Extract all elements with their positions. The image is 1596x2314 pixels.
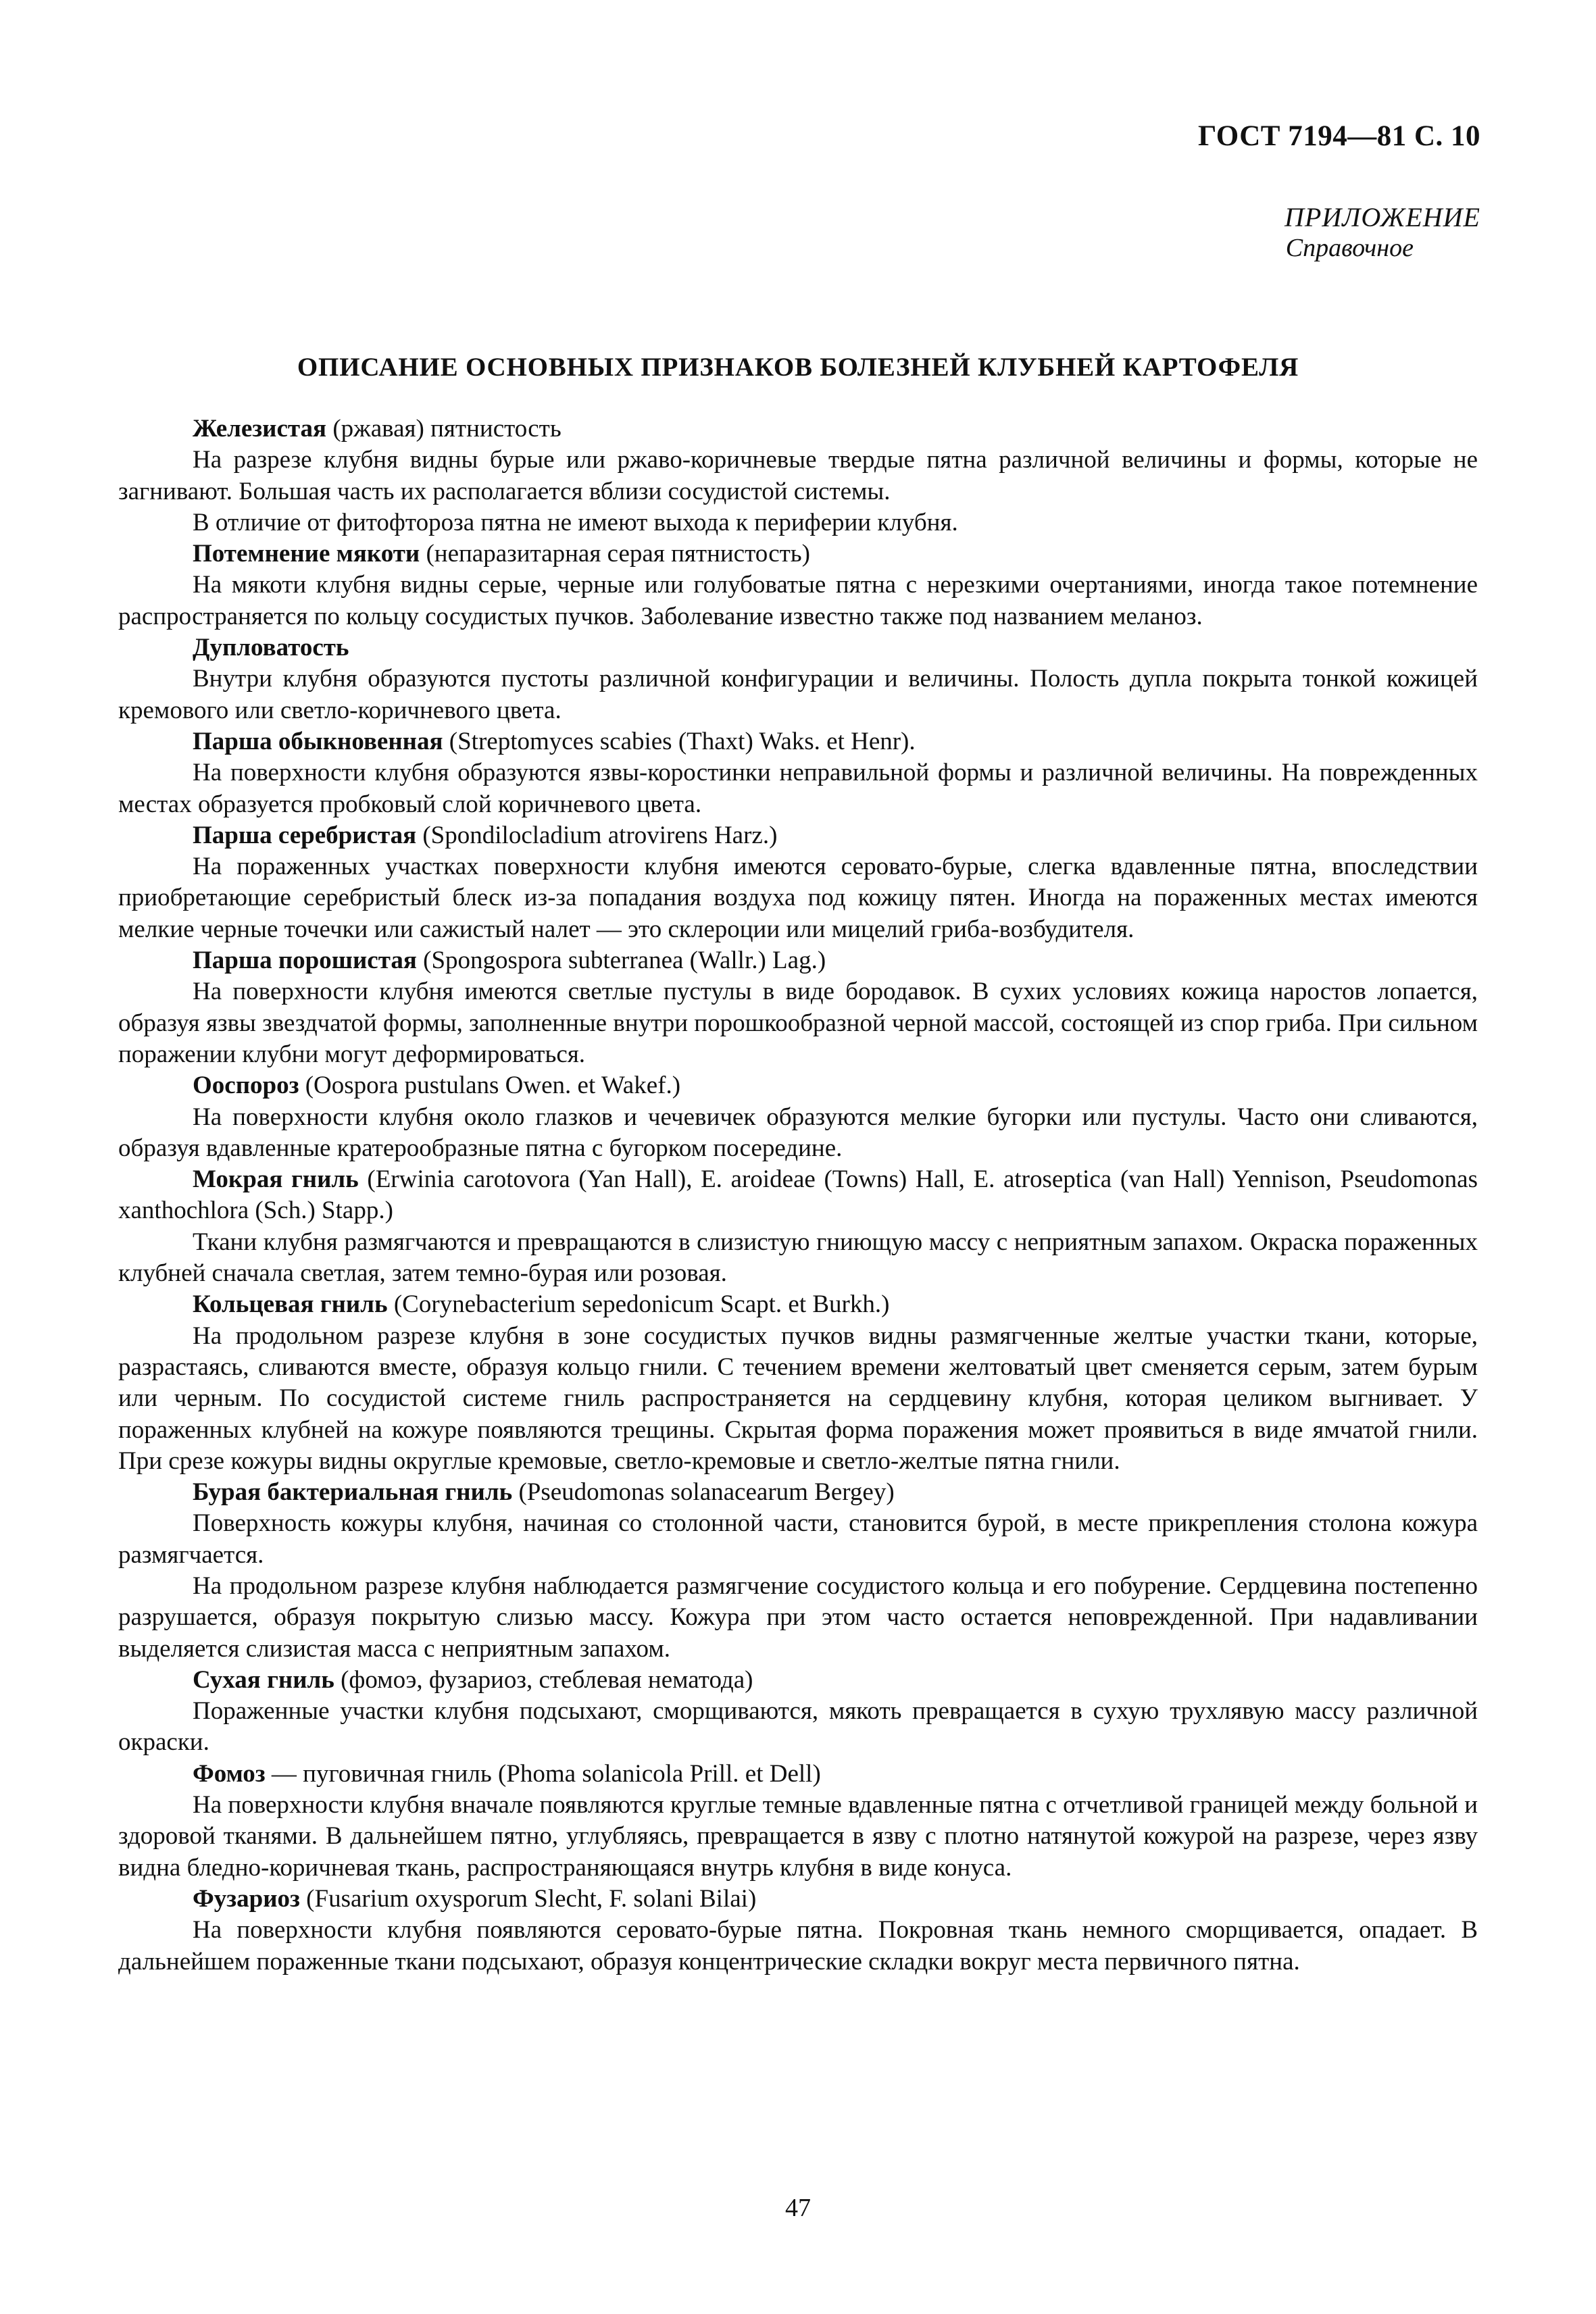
- paragraph: [118, 1070, 1478, 1101]
- paragraph-text: (Erwinia carotovora (Yan Hall), E. aroideae (Towns) Hall, E. atroseptica (van Hall) Yennison, Pseudomonas xanthochlora (Sch.) Stapp.): [118, 1165, 1478, 1225]
- paragraph: [118, 413, 1478, 445]
- paragraph-heading: Потемнение мякоти: [193, 540, 420, 568]
- paragraph-heading: Фузариоз: [193, 1884, 300, 1913]
- paragraph: [118, 1696, 1478, 1759]
- paragraph: [118, 1759, 1478, 1790]
- paragraph-heading: Дупловатость: [193, 634, 349, 662]
- page-number: 47: [785, 2194, 811, 2222]
- paragraph-heading: Железистая: [193, 415, 327, 443]
- paragraph-text: Пораженные участки клубня подсыхают, сморщиваются, мякоть превращается в сухую трухлявую массу различной окраски.: [118, 1697, 1478, 1757]
- page-title: ОПИСАНИЕ ОСНОВНЫХ ПРИЗНАКОВ БОЛЕЗНЕЙ КЛУБНЕЙ КАРТОФЕЛЯ: [297, 353, 1299, 382]
- paragraph: [118, 507, 1478, 538]
- paragraph-heading: Мокрая гниль: [193, 1165, 359, 1194]
- paragraph-heading: Парша обыкновенная: [193, 727, 443, 755]
- paragraph: [118, 757, 1478, 820]
- paragraph: [118, 1508, 1478, 1571]
- paragraph-text: На поверхности клубня появляются серовато-бурые пятна. Покровная ткань немного сморщивается, опадает. В дальнейшем пораженные ткани подсыхают, образуя концентрические складки вокруг места первичного пятна.: [118, 1916, 1478, 1976]
- paragraph-text: (Oospora pustulans Owen. et Wakef.): [299, 1072, 681, 1100]
- paragraph: [118, 570, 1478, 632]
- paragraph-text: (фомоэ, фузариоз, стеблевая нематода): [334, 1665, 753, 1694]
- paragraph-text: На поверхности клубня вначале появляются круглые темные вдавленные пятна с отчетливой границей между больной и здоровой тканями. В дальнейшем пятно, углубляясь, превращается в язву с плотно натянутой кожурой на разрезе, через язву видна бледно-коричневая ткань, распространяющаяся внутрь клубня в виде конуса.: [118, 1791, 1478, 1882]
- paragraph: [118, 1102, 1478, 1165]
- paragraph: [118, 445, 1478, 507]
- paragraph-text: На продольном разрезе клубня наблюдается размягчение сосудистого кольца и его побурение. Сердцевина постепенно разрушается, образуя покрытую слизью массу. Кожура при этом часто остается неповрежденной. При надавливании выделяется слизистая масса с неприятным запахом.: [118, 1571, 1478, 1663]
- paragraph-text: На пораженных участках поверхности клубня имеются серовато-бурые, слегка вдавленные пятна, впоследствии приобретающие серебристый блеск из-за попадания воздуха под кожицу пятен. Иногда на пораженных местах имеются мелкие черные точечки или сажистый налет — это склероции или мицелий гриба-возбудителя.: [118, 853, 1478, 943]
- paragraph-text: На разрезе клубня видны бурые или ржаво-коричневые твердые пятна различной величины и формы, которые не загнивают. Большая часть их располагается вблизи сосудистой системы.: [118, 446, 1478, 505]
- paragraph-text: На поверхности клубня около глазков и чечевичек образуются мелкие бугорки или пустулы. Часто они сливаются, образуя вдавленные кратерообразные пятна с бугорком посередине.: [118, 1103, 1478, 1162]
- paragraph: [118, 1915, 1478, 1978]
- paragraph-text: (непаразитарная серая пятнистость): [420, 540, 810, 568]
- paragraph-heading: Сухая гниль: [193, 1665, 334, 1694]
- document-header: ГОСТ 7194—81 С. 10: [1197, 120, 1480, 152]
- paragraph-heading: Парша порошистая: [193, 947, 417, 975]
- appendix-type: Справочное: [1285, 234, 1414, 262]
- paragraph-text: (Pseudomonas solanacearum Bergey): [512, 1478, 895, 1507]
- paragraph-text: (Spongospora subterranea (Wallr.) Lag.): [416, 947, 826, 975]
- paragraph: [118, 1227, 1478, 1290]
- paragraph: [118, 726, 1478, 757]
- paragraph-text: (ржавая) пятнистость: [326, 415, 562, 443]
- paragraph-text: (Corynebacterium sepedonicum Scapt. et Burkh.): [387, 1290, 890, 1319]
- paragraph: [118, 1884, 1478, 1915]
- paragraph: [118, 851, 1478, 945]
- paragraph-heading: Кольцевая гниль: [193, 1290, 388, 1319]
- paragraph-text: (Spondilocladium atrovirens Harz.): [416, 821, 778, 849]
- paragraph: [118, 1289, 1478, 1320]
- paragraph: [118, 1790, 1478, 1884]
- paragraph-heading: Фомоз: [193, 1759, 266, 1788]
- paragraph-heading: Ооспороз: [193, 1072, 299, 1100]
- document-body: [118, 413, 1478, 1978]
- paragraph: [118, 976, 1478, 1070]
- appendix-label: ПРИЛОЖЕНИЕ: [1285, 202, 1480, 232]
- paragraph-heading: Парша серебристая: [193, 821, 417, 849]
- paragraph: [118, 1571, 1478, 1665]
- paragraph: [118, 663, 1478, 726]
- paragraph-text: (Streptomyces scabies (Thaxt) Waks. et Henr).: [443, 727, 916, 755]
- paragraph: [118, 1477, 1478, 1508]
- paragraph-heading: Бурая бактериальная гниль: [193, 1478, 513, 1507]
- paragraph-text: На поверхности клубня образуются язвы-коростинки неправильной формы и различной величины. На поврежденных местах образуется пробковый слой коричневого цвета.: [118, 759, 1478, 818]
- paragraph-text: Ткани клубня размягчаются и превращаются в слизистую гниющую массу с неприятным запахом. Окраска пораженных клубней сначала светлая, затем темно-бурая или розовая.: [118, 1228, 1478, 1288]
- paragraph-text: Внутри клубня образуются пустоты различной конфигурации и величины. Полость дупла покрыта тонкой кожицей кремового или светло-коричневого цвета.: [118, 665, 1478, 724]
- paragraph-text: В отличие от фитофтороза пятна не имеют выхода к периферии клубня.: [193, 508, 958, 536]
- paragraph-text: На мякоти клубня видны серые, черные или голубоватые пятна с нерезкими очертаниями, иногда такое потемнение распространяется по кольцу сосудистых пучков. Заболевание известно также под названием меланоз.: [118, 571, 1478, 630]
- paragraph: [118, 1164, 1478, 1227]
- paragraph: [118, 632, 1478, 663]
- paragraph-text: Поверхность кожуры клубня, начиная со столонной части, становится бурой, в месте прикрепления столона кожура размягчается.: [118, 1509, 1478, 1569]
- paragraph: [118, 1321, 1478, 1477]
- paragraph: [118, 820, 1478, 851]
- paragraph-text: (Fusarium oxysporum Slecht, F. solani Bilai): [299, 1884, 757, 1913]
- paragraph-text: На поверхности клубня имеются светлые пустулы в виде бородавок. В сухих условиях кожица наростов лопается, образуя язвы звездчатой формы, заполненные внутри порошкообразной черной массой, состоящей из спор гриба. При сильном поражении клубни могут деформироваться.: [118, 978, 1478, 1068]
- paragraph: [118, 945, 1478, 976]
- paragraph: [118, 1665, 1478, 1696]
- paragraph: [118, 538, 1478, 570]
- paragraph-text: На продольном разрезе клубня в зоне сосудистых пучков видны размягченные желтые участки ткани, которые, разрастаясь, сливаются вместе, образуя кольцо гнили. С течением времени желтоватый цвет сменяется серым, затем бурым или черным. По сосудистой системе гниль распространяется на сердцевину клубня, которая целиком выгнивает. У пораженных клубней на кожуре появляются трещины. Скрытая форма поражения может проявиться в виде ямчатой гнили. При срезе кожуры видны округлые кремовые, светло-кремовые и светло-желтые пятна гнили.: [118, 1322, 1478, 1475]
- paragraph-text: — пуговичная гниль (Phoma solanicola Prill. et Dell): [265, 1759, 821, 1788]
